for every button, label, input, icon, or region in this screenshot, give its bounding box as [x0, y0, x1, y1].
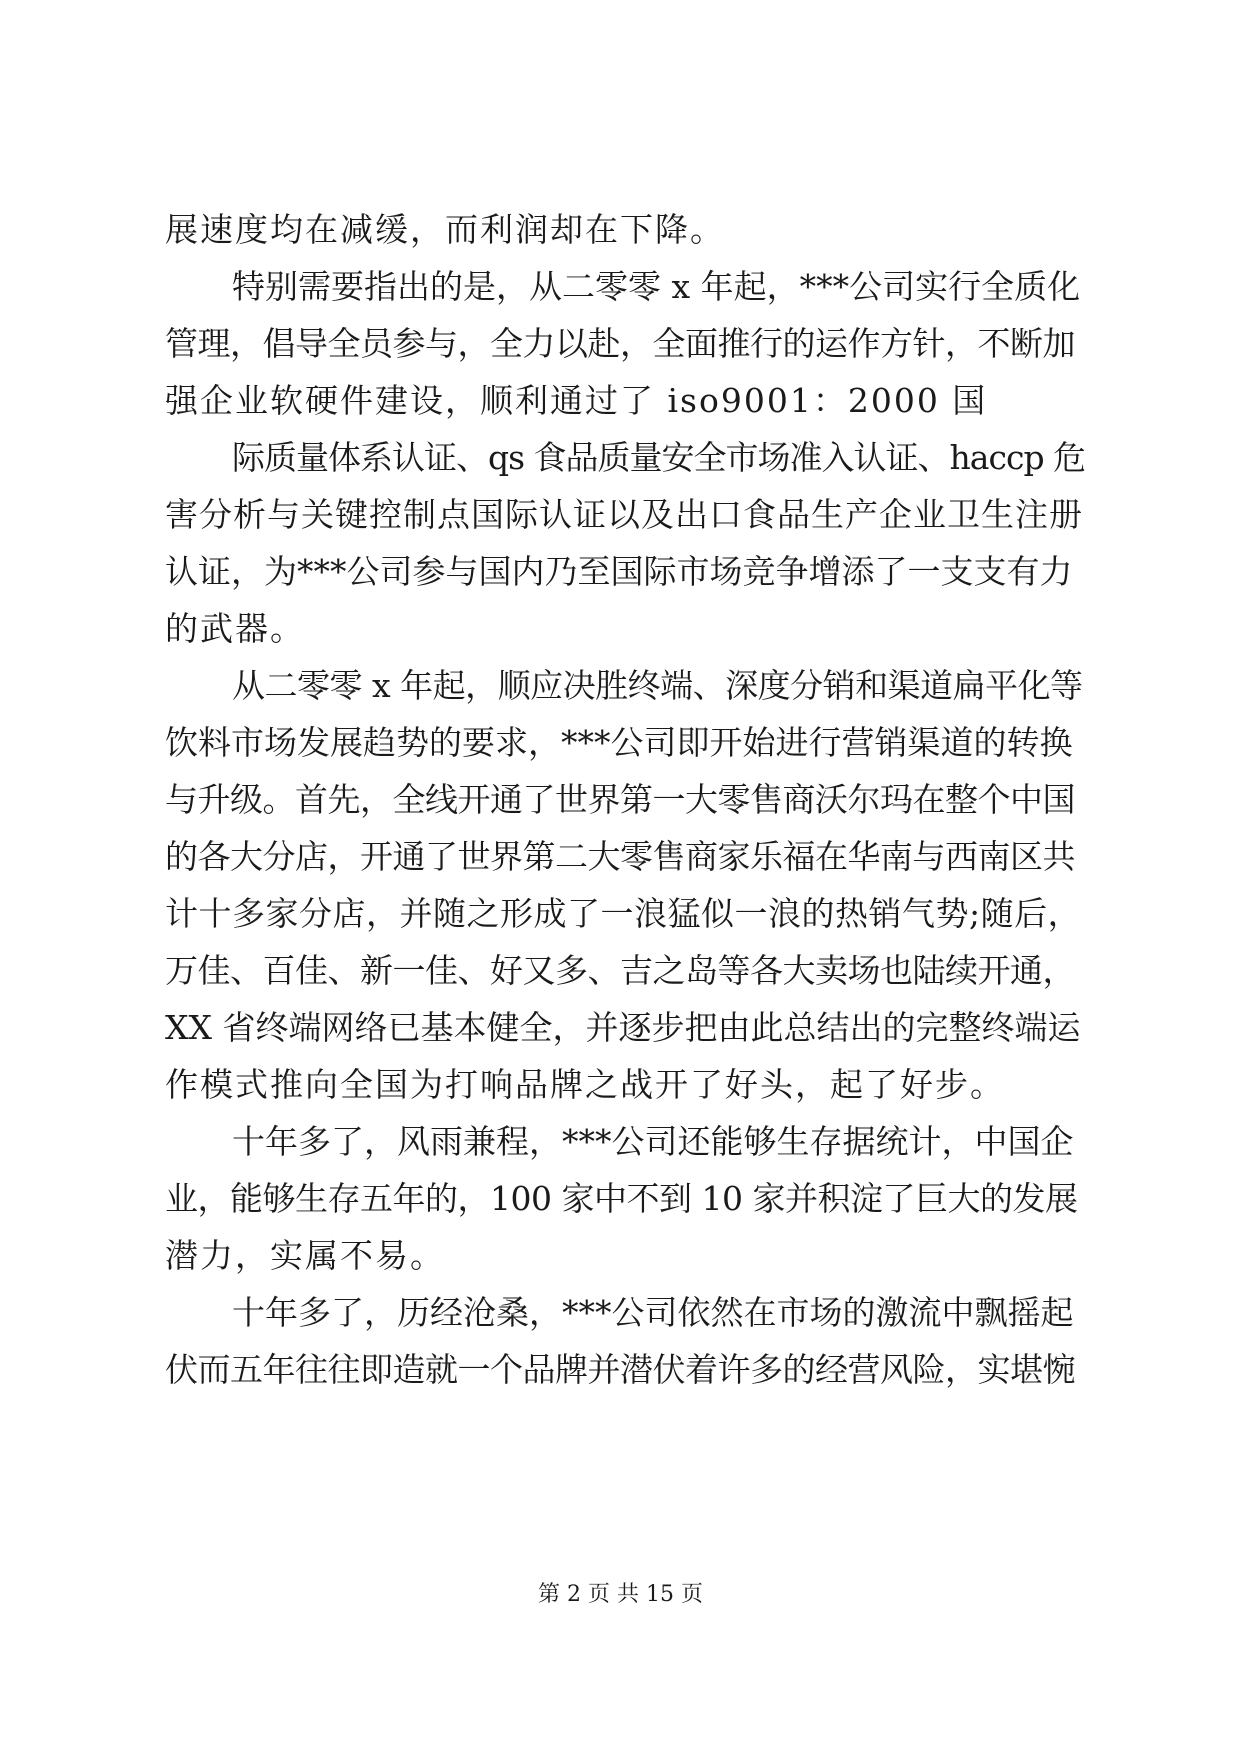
text-line-3: 管理，倡导全员参与，全力以赴，全面推行的运作方针，不断加: [165, 324, 1075, 363]
text-line-1: 展速度均在减缓，而利润却在下降。: [165, 210, 725, 249]
text-line-15: XX 省终端网络已基本健全，并逐步把由此总结出的完整终端运: [165, 1008, 1081, 1047]
text-line-16: 作模式推向全国为打响品牌之战开了好头，起了好步。: [165, 1065, 1005, 1104]
text-line-14: 万佳、百佳、新一佳、好又多、吉之岛等各大卖场也陆续开通，: [165, 951, 1075, 990]
text-line-19: 潜力，实属不易。: [165, 1236, 445, 1275]
text-line-2: 特别需要指出的是，从二零零 x 年起，***公司实行全质化: [232, 267, 1081, 306]
text-line-11: 与升级。首先，全线开通了世界第一大零售商沃尔玛在整个中国: [165, 780, 1075, 819]
text-line-21: 伏而五年往往即造就一个品牌并潜伏着许多的经营风险，实堪惋: [165, 1350, 1075, 1389]
text-line-10: 饮料市场发展趋势的要求，***公司即开始进行营销渠道的转换: [165, 723, 1073, 762]
text-line-5: 际质量体系认证、qs 食品质量安全市场准入认证、haccp 危: [232, 438, 1086, 477]
text-line-12: 的各大分店，开通了世界第二大零售商家乐福在华南与西南区共: [165, 837, 1075, 876]
text-line-8: 的武器。: [165, 609, 305, 648]
text-line-6: 害分析与关键控制点国际认证以及出口食品生产企业卫生注册: [165, 495, 1083, 534]
text-line-7: 认证，为***公司参与国内乃至国际市场竞争增添了一支支有力: [165, 552, 1073, 591]
text-line-20: 十年多了，历经沧桑，***公司依然在市场的激流中飘摇起: [232, 1293, 1074, 1332]
text-line-17: 十年多了，风雨兼程，***公司还能够生存据统计，中国企: [232, 1122, 1074, 1161]
page-footer: 第 2 页 共 15 页: [538, 1582, 703, 1607]
text-line-13: 计十多家分店，并随之形成了一浪猛似一浪的热销气势;随后，: [165, 894, 1082, 933]
text-line-9: 从二零零 x 年起，顺应决胜终端、深度分销和渠道扁平化等: [232, 666, 1083, 705]
text-line-18: 业，能够生存五年的，100 家中不到 10 家并积淀了巨大的发展: [165, 1179, 1078, 1218]
text-line-4: 强企业软硬件建设，顺利通过了 iso9001：2000 国: [165, 381, 988, 420]
